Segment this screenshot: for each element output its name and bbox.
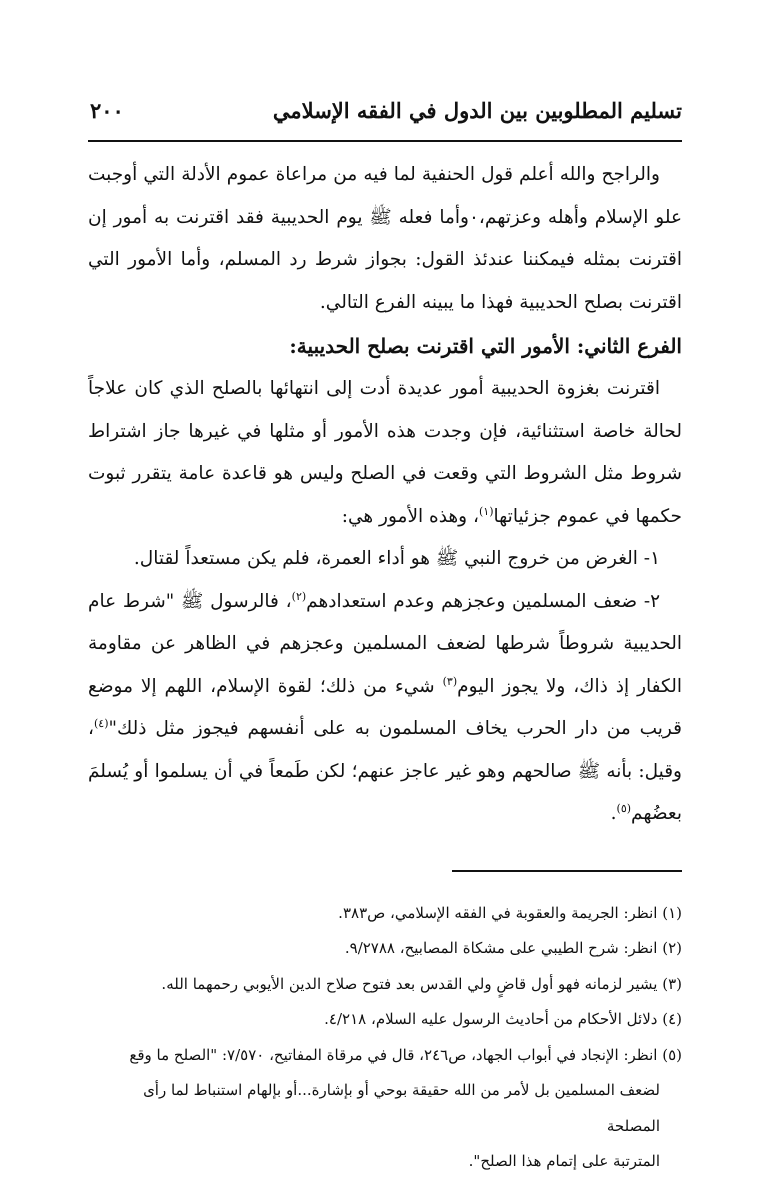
footnote-separator: [452, 870, 682, 872]
footnote-ref[interactable]: (٢): [291, 589, 307, 603]
footnote-ref[interactable]: (١): [478, 504, 494, 518]
list-item-text: ، وقيل: بأنه ﷺ صالحهم وهو غير عاجز عنهم؛ لكن طَمعاً في أن يسلموا أو يُسلمَ بعضُهم: [88, 718, 682, 824]
footnote: (١) انظر: الجريمة والعقوبة في الفقه الإسلامي، ص٣٨٣.: [338, 903, 682, 922]
header-title: تسليم المطلوبين بين الدول في الفقه الإسلامي: [272, 98, 682, 123]
footnote-ref[interactable]: (٣): [442, 674, 458, 688]
book-page: [88, 88, 682, 1170]
section-heading: الفرع الثاني: الأمور التي اقترنت بصلح الحديبية:: [289, 334, 682, 358]
footnote-ref[interactable]: (٥): [616, 801, 632, 815]
list-item-text: .: [610, 803, 617, 824]
page-number: ٢٠٠: [90, 98, 124, 123]
paragraph-text: ، وهذه الأمور هي:: [341, 505, 479, 527]
footnote-continuation: لضعف المسلمين بل لأمر من الله حقيقة بوحي أو بإشارة...أو بإلهام استنباط لما رأى المصلحة: [143, 1081, 660, 1135]
footnote-continuation: المترتبة على إتمام هذا الصلح".: [468, 1152, 660, 1170]
list-item-text: شيء من ذلك؛ لقوة الإسلام، اللهم إلا موضع قريب من دار الحرب يخاف المسلمون به على أنفسهم فيجوز مثل ذلك": [88, 675, 682, 739]
footnote-ref[interactable]: (٤): [93, 716, 109, 730]
footnotes: [88, 896, 682, 1180]
paragraph: والراجح والله أعلم قول الحنفية لما فيه من مراعاة عموم الأدلة التي أوجبت علو الإسلام وأهله وعزتهم،٠وأما فعله ﷺ يوم الحديبية فقد اقترنت به أمور إن اقترنت بمثله فيمكننا عندئذ القول: بجواز شرط رد المسلم، وأما الأمور التي اقترنت بصلح الحديبية فهذا ما يبينه الفرع التالي.: [88, 164, 682, 313]
footnote: (٢) انظر: شرح الطيبي على مشكاة المصابيح، ٩/٢٧٨٨.: [344, 939, 682, 957]
running-header: [88, 88, 682, 142]
footnote: (٣) يشير لزمانه فهو أول قاضٍ ولي القدس بعد فتوح صلاح الدين الأيوبي رحمهما الله.: [161, 974, 682, 993]
list-item: ١- الغرض من خروج النبي ﷺ هو أداء العمرة، فلم يكن مستعداً لقتال.: [133, 548, 660, 569]
footnote: (٤) دلائل الأحكام من أحاديث الرسول عليه السلام، ٤/٢١٨.: [324, 1010, 682, 1028]
paragraph-text: اقترنت بغزوة الحديبية أمور عديدة أدت إلى انتهائها بالصلح الذي كان علاجاً لحالة خاصة استثنائية، فإن وجدت هذه الأمور أو مثلها في غيرها جاز اشتراط شروط مثل الشروط التي وقعت في الصلح وليس هو قاعدة عامة يتقرر ثبوت حكمها في عموم جزئياتها: [88, 378, 682, 527]
list-item-text: ٢- ضعف المسلمين وعجزهم وعدم استعدادهم: [306, 590, 661, 612]
paragraph: [88, 368, 682, 538]
list-item: [88, 581, 682, 836]
main-text: [88, 154, 682, 836]
footnote: (٥) انظر: الإنجاد في أبواب الجهاد، ص٢٤٦، قال في مرقاة المفاتيح، ٧/٥٧٠: "الصلح ما وقع: [129, 1045, 682, 1064]
list-item-text: ، فالرسول ﷺ "شرط عام الحديبية شروطاً شرطها لضعف المسلمين وعجزهم في الظاهر عن مقاومة الكفار إذ ذاك، ولا يجوز اليوم: [88, 590, 682, 697]
